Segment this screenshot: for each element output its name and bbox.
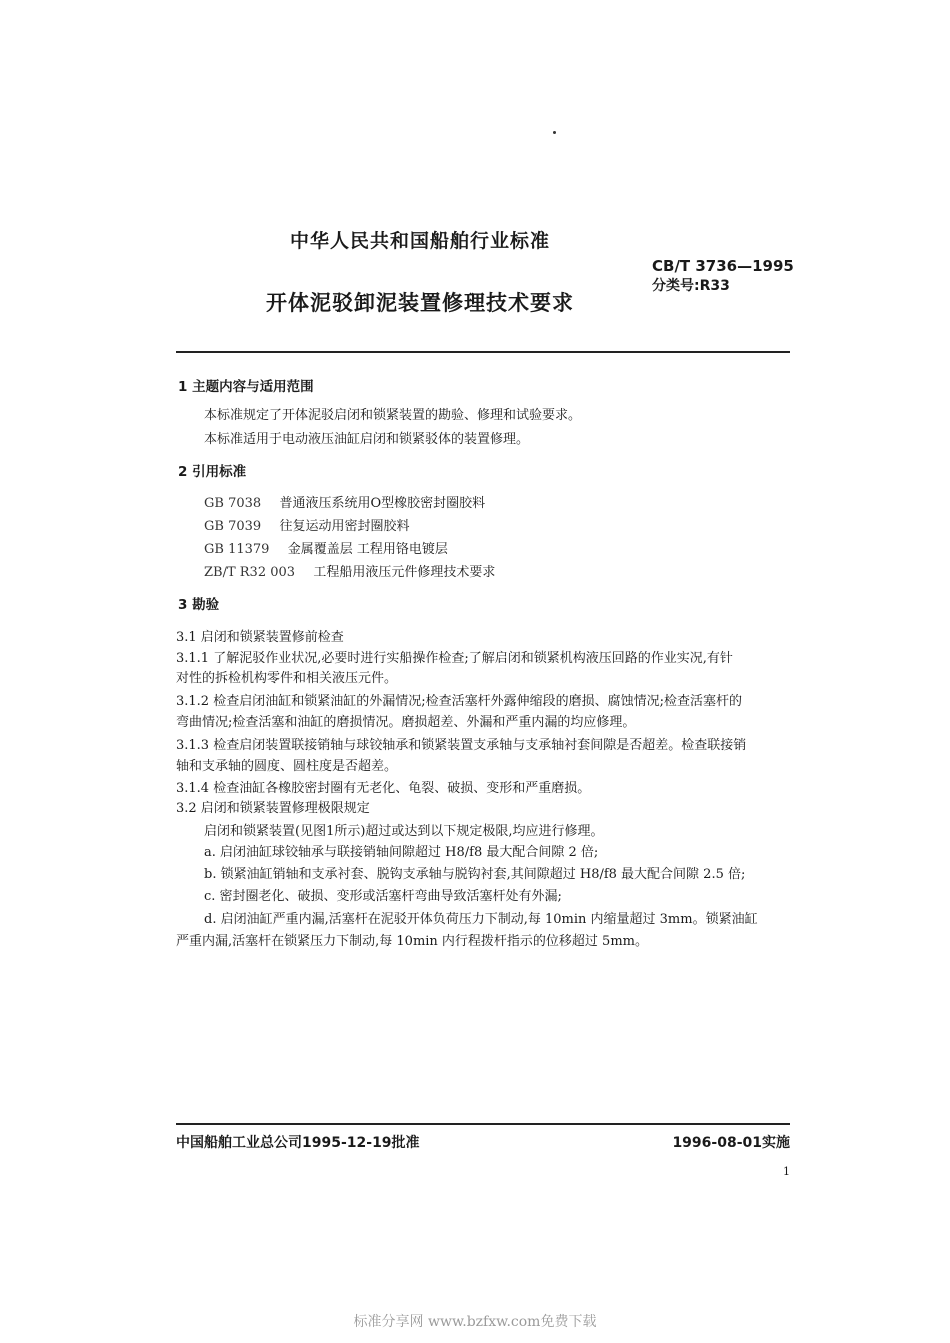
classification-code: 分类号:R33 xyxy=(652,278,730,294)
section-1-para-2: 本标准适用于电动液压油缸启闭和锁紧驳体的装置修理。 xyxy=(204,432,530,447)
reference-item xyxy=(204,492,485,511)
reference-item xyxy=(204,538,448,557)
reference-title: 金属覆盖层 工程用铬电镀层 xyxy=(287,542,448,557)
limit-item-d-line-2: 严重内漏,活塞杆在锁紧压力下制动,每 10min 内行程拨杆指示的位移超过 5mm。 xyxy=(176,934,648,949)
approval-date: 中国船舶工业总公司1995-12-19批准 xyxy=(176,1135,420,1151)
watermark: 标准分享网 www.bzfxw.com免费下载 xyxy=(353,1314,597,1330)
reference-item xyxy=(204,561,495,580)
reference-code: GB 11379 xyxy=(204,542,270,557)
limit-item-c: c. 密封圈老化、破损、变形或活塞杆弯曲导致活塞杆处有外漏; xyxy=(204,889,562,904)
limit-item-b: b. 锁紧油缸销轴和支承衬套、脱钩支承轴与脱钩衬套,其间隙超过 H8/f8 最大配合间隙 2.5 倍; xyxy=(204,867,746,882)
top-divider xyxy=(176,351,790,353)
document-title: 开体泥驳卸泥装置修理技术要求 xyxy=(266,291,574,315)
org-title: 中华人民共和国船舶行业标准 xyxy=(289,230,550,252)
reference-title: 往复运动用密封圈胶料 xyxy=(279,519,410,534)
subsection-3-1-heading: 3.1 启闭和锁紧装置修前检查 xyxy=(176,630,344,645)
clause-3-1-2-line-2: 弯曲情况;检查活塞和油缸的磨损情况。磨损超差、外漏和严重内漏的均应修理。 xyxy=(176,715,636,730)
section-1-para-1: 本标准规定了开体泥驳启闭和锁紧装置的勘验、修理和试验要求。 xyxy=(204,408,582,423)
limit-item-a: a. 启闭油缸球铰轴承与联接销轴间隙超过 H8/f8 最大配合间隙 2 倍; xyxy=(204,845,599,860)
reference-title: 工程船用液压元件修理技术要求 xyxy=(313,565,496,580)
section-2-heading: 2 引用标准 xyxy=(178,464,247,480)
clause-3-1-3-line-1: 3.1.3 检查启闭装置联接销轴与球铰轴承和锁紧装置支承轴与支承轴衬套间隙是否超差。检查联接销 xyxy=(176,738,747,753)
clause-3-1-4: 3.1.4 检查油缸各橡胶密封圈有无老化、龟裂、破损、变形和严重磨损。 xyxy=(176,781,591,796)
reference-code: ZB/T R32 003 xyxy=(204,565,296,580)
reference-code: GB 7038 xyxy=(204,496,262,511)
subsection-3-2-intro: 启闭和锁紧装置(见图1所示)超过或达到以下规定极限,均应进行修理。 xyxy=(204,824,604,839)
section-1-heading: 1 主题内容与适用范围 xyxy=(178,379,314,395)
page-number: 1 xyxy=(783,1165,790,1178)
reference-code: GB 7039 xyxy=(204,519,262,534)
limit-item-d-line-1: d. 启闭油缸严重内漏,活塞杆在泥驳开体负荷压力下制动,每 10min 内缩量超过 3mm。锁紧油缸 xyxy=(204,912,758,927)
scan-speck xyxy=(553,131,556,134)
effective-date: 1996-08-01实施 xyxy=(672,1135,790,1151)
section-3-heading: 3 勘验 xyxy=(178,597,220,613)
clause-3-1-1-line-2: 对性的拆检机构零件和相关液压元件。 xyxy=(176,671,398,686)
clause-3-1-1-line-1: 3.1.1 了解泥驳作业状况,必要时进行实船操作检查;了解启闭和锁紧机构液压回路的作业实况,有针 xyxy=(176,651,733,666)
subsection-3-2-heading: 3.2 启闭和锁紧装置修理极限规定 xyxy=(176,801,370,816)
footer-divider xyxy=(176,1123,790,1125)
standard-code: CB/T 3736—1995 xyxy=(652,257,794,275)
reference-title: 普通液压系统用O型橡胶密封圈胶料 xyxy=(279,496,486,511)
reference-item xyxy=(204,515,409,534)
clause-3-1-2-line-1: 3.1.2 检查启闭油缸和锁紧油缸的外漏情况;检查活塞杆外露伸缩段的磨损、腐蚀情况;检查活塞杆的 xyxy=(176,694,742,709)
clause-3-1-3-line-2: 轴和支承轴的圆度、圆柱度是否超差。 xyxy=(176,759,398,774)
